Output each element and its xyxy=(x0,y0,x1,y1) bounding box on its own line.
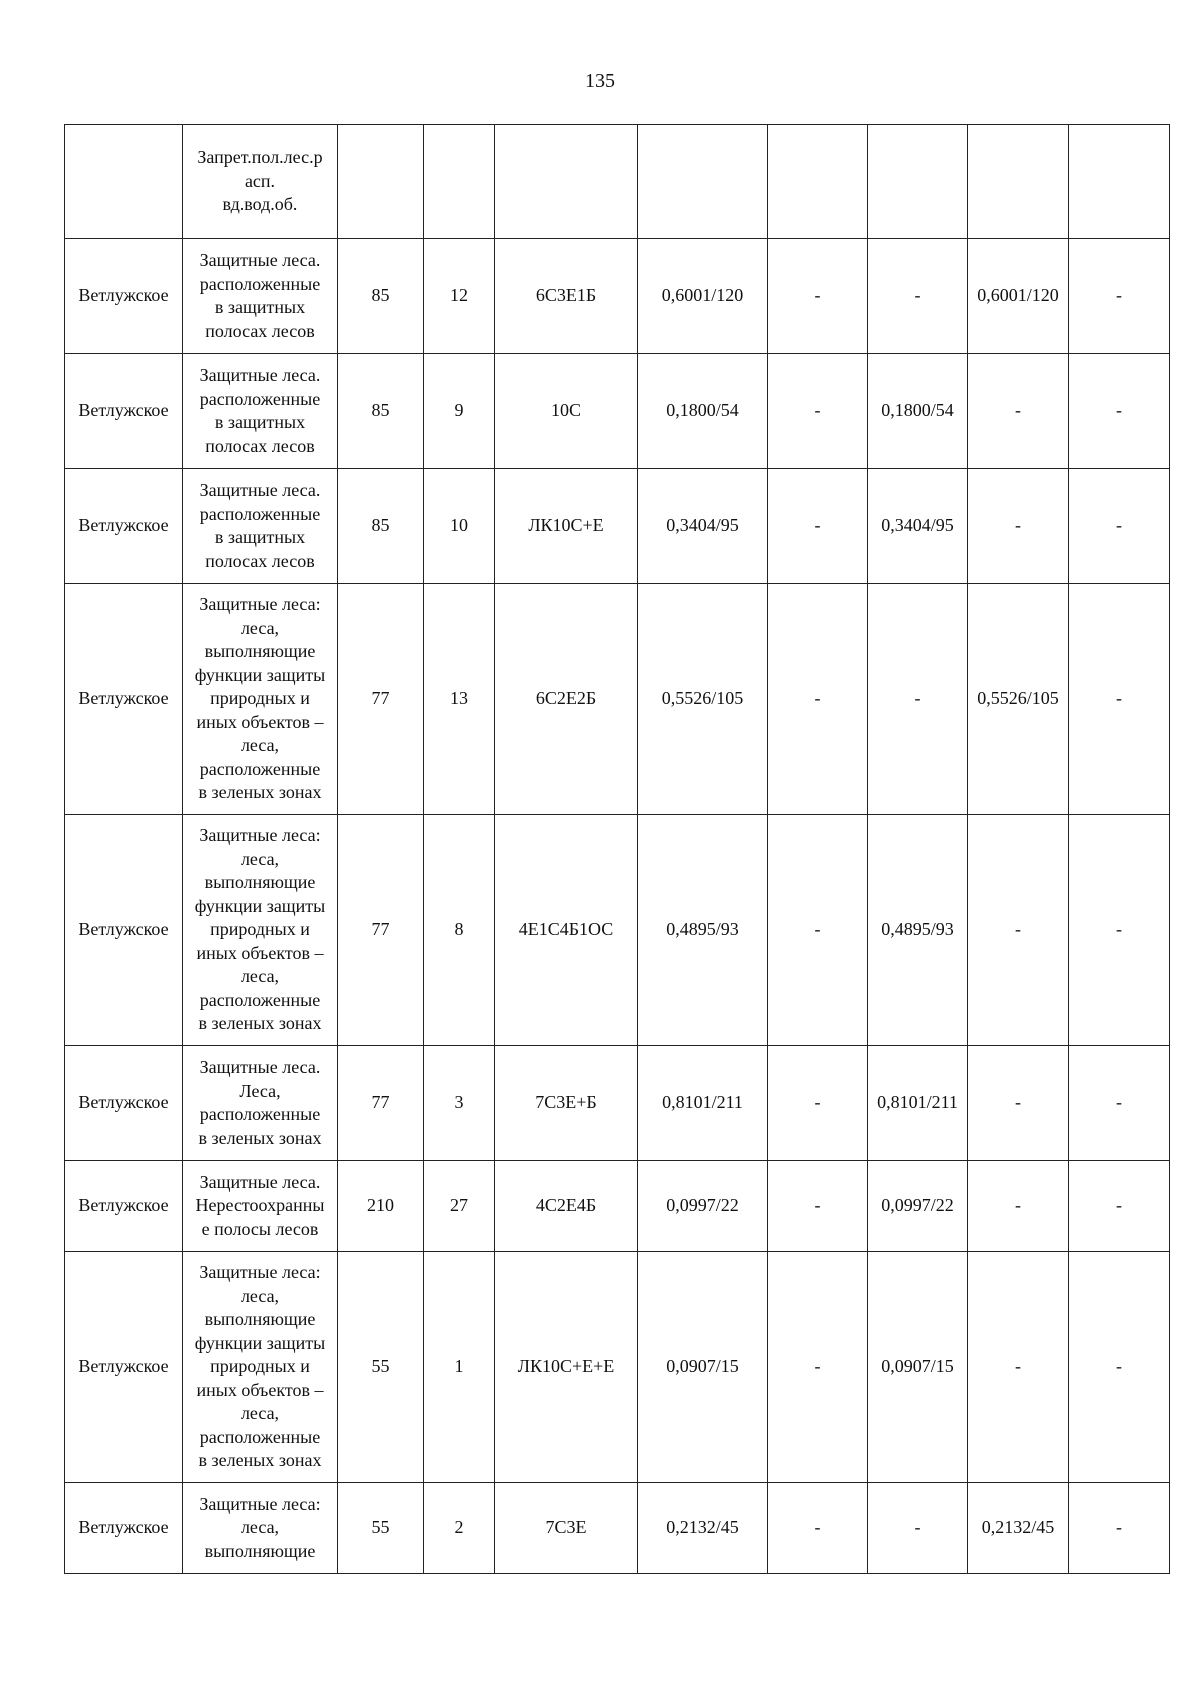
table-row xyxy=(65,815,1170,1046)
protection-category-cell: Защитные леса: леса, выполняющие функции защиты природных и иных объектов – леса, расположенные в зеленых зонах xyxy=(183,815,338,1046)
quarter-cell: 77 xyxy=(338,584,424,815)
table-row xyxy=(65,584,1170,815)
value-cell-1: - xyxy=(768,354,868,469)
area-volume-cell: 0,4895/93 xyxy=(638,815,768,1046)
value-cell-2: - xyxy=(868,239,968,354)
value-cell-4: - xyxy=(1069,469,1170,584)
compartment-cell: 3 xyxy=(424,1046,495,1161)
forestry-cell: Ветлужское xyxy=(65,1252,183,1483)
value-cell-2: - xyxy=(868,1483,968,1574)
forestry-cell: Ветлужское xyxy=(65,815,183,1046)
protection-category-cell: Защитные леса: леса, выполняющие xyxy=(183,1483,338,1574)
quarter-cell xyxy=(338,125,424,239)
area-volume-cell xyxy=(638,125,768,239)
value-cell-4 xyxy=(1069,125,1170,239)
quarter-cell: 85 xyxy=(338,354,424,469)
protection-category-cell: Запрет.пол.лес.р асп. вд.вод.об. xyxy=(183,125,338,239)
forestry-cell: Ветлужское xyxy=(65,354,183,469)
value-cell-1 xyxy=(768,125,868,239)
species-composition-cell: 4С2Е4Б xyxy=(495,1161,638,1252)
quarter-cell: 85 xyxy=(338,469,424,584)
compartment-cell: 13 xyxy=(424,584,495,815)
protection-category-cell: Защитные леса: леса, выполняющие функции защиты природных и иных объектов – леса, расположенные в зеленых зонах xyxy=(183,1252,338,1483)
species-composition-cell: 10С xyxy=(495,354,638,469)
compartment-cell: 9 xyxy=(424,354,495,469)
value-cell-2: 0,3404/95 xyxy=(868,469,968,584)
value-cell-1: - xyxy=(768,1161,868,1252)
value-cell-2: 0,0907/15 xyxy=(868,1252,968,1483)
compartment-cell: 27 xyxy=(424,1161,495,1252)
forestry-cell: Ветлужское xyxy=(65,584,183,815)
protection-category-cell: Защитные леса. Нерестоохранны е полосы лесов xyxy=(183,1161,338,1252)
compartment-cell: 8 xyxy=(424,815,495,1046)
table-body xyxy=(65,125,1170,1574)
value-cell-2: 0,0997/22 xyxy=(868,1161,968,1252)
value-cell-3: 0,6001/120 xyxy=(968,239,1069,354)
table-row xyxy=(65,469,1170,584)
forest-data-table xyxy=(64,124,1170,1574)
area-volume-cell: 0,0907/15 xyxy=(638,1252,768,1483)
species-composition-cell: ЛК10С+Е xyxy=(495,469,638,584)
value-cell-1: - xyxy=(768,469,868,584)
forestry-cell: Ветлужское xyxy=(65,1046,183,1161)
value-cell-2: 0,4895/93 xyxy=(868,815,968,1046)
forestry-cell: Ветлужское xyxy=(65,239,183,354)
value-cell-4: - xyxy=(1069,815,1170,1046)
value-cell-3: - xyxy=(968,1046,1069,1161)
protection-category-cell: Защитные леса. расположенные в защитных полосах лесов xyxy=(183,239,338,354)
value-cell-4: - xyxy=(1069,584,1170,815)
value-cell-3: - xyxy=(968,469,1069,584)
species-composition-cell: 7С3Е xyxy=(495,1483,638,1574)
species-composition-cell: 6С2Е2Б xyxy=(495,584,638,815)
table-row xyxy=(65,1252,1170,1483)
species-composition-cell: 4Е1С4Б1ОС xyxy=(495,815,638,1046)
value-cell-4: - xyxy=(1069,1161,1170,1252)
value-cell-1: - xyxy=(768,1483,868,1574)
species-composition-cell: ЛК10С+Е+Е xyxy=(495,1252,638,1483)
value-cell-1: - xyxy=(768,584,868,815)
value-cell-2 xyxy=(868,125,968,239)
quarter-cell: 77 xyxy=(338,1046,424,1161)
table-row xyxy=(65,1483,1170,1574)
protection-category-cell: Защитные леса. Леса, расположенные в зеленых зонах xyxy=(183,1046,338,1161)
table-row xyxy=(65,239,1170,354)
value-cell-1: - xyxy=(768,815,868,1046)
value-cell-3: - xyxy=(968,1161,1069,1252)
area-volume-cell: 0,0997/22 xyxy=(638,1161,768,1252)
value-cell-3: 0,2132/45 xyxy=(968,1483,1069,1574)
quarter-cell: 85 xyxy=(338,239,424,354)
protection-category-cell: Защитные леса. расположенные в защитных полосах лесов xyxy=(183,354,338,469)
table-row xyxy=(65,1161,1170,1252)
value-cell-4: - xyxy=(1069,1046,1170,1161)
forestry-cell: Ветлужское xyxy=(65,1483,183,1574)
value-cell-1: - xyxy=(768,1252,868,1483)
forestry-cell: Ветлужское xyxy=(65,469,183,584)
protection-category-cell: Защитные леса: леса, выполняющие функции защиты природных и иных объектов – леса, расположенные в зеленых зонах xyxy=(183,584,338,815)
forestry-cell xyxy=(65,125,183,239)
compartment-cell: 1 xyxy=(424,1252,495,1483)
value-cell-2: 0,8101/211 xyxy=(868,1046,968,1161)
quarter-cell: 210 xyxy=(338,1161,424,1252)
compartment-cell: 12 xyxy=(424,239,495,354)
quarter-cell: 77 xyxy=(338,815,424,1046)
area-volume-cell: 0,3404/95 xyxy=(638,469,768,584)
area-volume-cell: 0,2132/45 xyxy=(638,1483,768,1574)
compartment-cell xyxy=(424,125,495,239)
quarter-cell: 55 xyxy=(338,1483,424,1574)
area-volume-cell: 0,5526/105 xyxy=(638,584,768,815)
value-cell-3: - xyxy=(968,354,1069,469)
value-cell-4: - xyxy=(1069,354,1170,469)
value-cell-3: - xyxy=(968,1252,1069,1483)
value-cell-1: - xyxy=(768,239,868,354)
value-cell-2: 0,1800/54 xyxy=(868,354,968,469)
species-composition-cell xyxy=(495,125,638,239)
protection-category-cell: Защитные леса. расположенные в защитных полосах лесов xyxy=(183,469,338,584)
value-cell-2: - xyxy=(868,584,968,815)
compartment-cell: 10 xyxy=(424,469,495,584)
value-cell-4: - xyxy=(1069,1483,1170,1574)
table-row xyxy=(65,354,1170,469)
value-cell-4: - xyxy=(1069,1252,1170,1483)
species-composition-cell: 7С3Е+Б xyxy=(495,1046,638,1161)
area-volume-cell: 0,1800/54 xyxy=(638,354,768,469)
compartment-cell: 2 xyxy=(424,1483,495,1574)
value-cell-4: - xyxy=(1069,239,1170,354)
forestry-cell: Ветлужское xyxy=(65,1161,183,1252)
area-volume-cell: 0,8101/211 xyxy=(638,1046,768,1161)
value-cell-1: - xyxy=(768,1046,868,1161)
value-cell-3: - xyxy=(968,815,1069,1046)
species-composition-cell: 6С3Е1Б xyxy=(495,239,638,354)
quarter-cell: 55 xyxy=(338,1252,424,1483)
page-number: 135 xyxy=(585,70,615,92)
table-row xyxy=(65,125,1170,239)
value-cell-3 xyxy=(968,125,1069,239)
table-row xyxy=(65,1046,1170,1161)
value-cell-3: 0,5526/105 xyxy=(968,584,1069,815)
area-volume-cell: 0,6001/120 xyxy=(638,239,768,354)
